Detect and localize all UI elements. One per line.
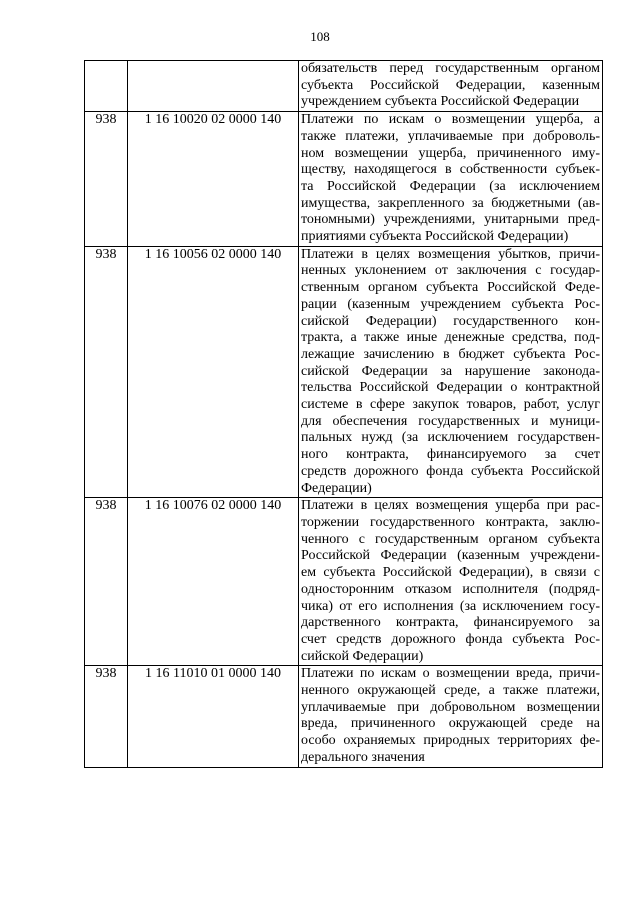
admin-code-cell: 938: [85, 246, 128, 498]
description-line: рации (казенным учреждением субъекта Рос-: [301, 296, 600, 312]
page-number: 108: [310, 29, 330, 44]
description-cell: [299, 112, 603, 247]
table-row: [85, 666, 603, 767]
description-line: для обеспечения государственных и муници-: [301, 413, 600, 429]
description-line: Платежи в целях возмещения убытков, причи-: [301, 246, 600, 262]
description-line: чика) от его исполнения (за исключением госу-: [301, 598, 600, 614]
budget-code-cell: 1 16 11010 01 0000 140: [128, 666, 299, 767]
table-row: [85, 246, 603, 498]
description-line: тракта, а также иные денежные средства, под-: [301, 330, 600, 346]
description-line: Платежи по искам о возмещении вреда, причи-: [301, 666, 600, 682]
description-line: ном возмещении ущерба, причиненного иму-: [301, 145, 600, 161]
table-row: [85, 112, 603, 247]
description-line: сийской Федерации за нарушение законода-: [301, 363, 600, 379]
description-line: уплачиваемые при добровольном возмещении: [301, 699, 600, 715]
admin-code-cell: [85, 61, 128, 112]
description-line: та Российской Федерации (за исключением: [301, 178, 600, 194]
description-line: ем субъекта Российской Федерации), в связи с: [301, 565, 600, 581]
description-line: тельства Российской Федерации о контрактной: [301, 380, 600, 396]
description-line: дерального значения: [301, 749, 425, 765]
description-cell: [299, 61, 603, 112]
description-cell: [299, 666, 603, 767]
table-body: [85, 61, 603, 768]
description-line: ненного окружающей среде, а также платежи,: [301, 683, 600, 699]
description-line: системе в сфере закупок товаров, работ, услуг: [301, 397, 600, 413]
description-line: ществу, находящегося в собственности субъек-: [301, 162, 600, 178]
description-cell: [299, 498, 603, 666]
budget-code-cell: [128, 61, 299, 112]
description-line: ченного с государственным органом субъекта: [301, 531, 600, 547]
description-line: приятиями субъекта Российской Федерации): [301, 229, 569, 245]
description-line: субъекта Российской Федерации, казенным: [301, 77, 600, 93]
description-line: ного контракта, финансируемого за счет: [301, 447, 600, 463]
admin-code-cell: 938: [85, 112, 128, 247]
description-line: средств дорожного фонда субъекта Российской: [301, 463, 600, 479]
description-line: Платежи по искам о возмещении ущерба, а: [301, 112, 600, 128]
description-line: пальных нужд (за исключением государствен-: [301, 430, 600, 446]
description-line: дарственного контракта, финансируемого за: [301, 615, 600, 631]
description-line: счет средств дорожного фонда субъекта Рос-: [301, 631, 600, 647]
description-line: также платежи, уплачиваемые при доброволь-: [301, 128, 600, 144]
description-cell: [299, 246, 603, 498]
description-line: Платежи в целях возмещения ущерба при рас-: [301, 498, 600, 514]
description-line: односторонним отказом исполнителя (подряд-: [301, 581, 600, 597]
description-line: обязательств перед государственным органом: [301, 61, 600, 76]
description-line: особо охраняемых природных территориях фе-: [301, 733, 600, 749]
description-line: ненных уклонением от заключения с государ-: [301, 263, 600, 279]
description-line: торжении государственного контракта, заклю-: [301, 514, 600, 530]
description-line: вреда, причиненного окружающей среде на: [301, 716, 600, 732]
budget-code-cell: 1 16 10020 02 0000 140: [128, 112, 299, 247]
budget-code-cell: 1 16 10076 02 0000 140: [128, 498, 299, 666]
table-row: [85, 61, 603, 112]
description-line: Федерации): [301, 480, 372, 496]
description-line: учреждением субъекта Российской Федерации: [301, 94, 580, 110]
revenue-codes-table: [84, 60, 603, 768]
description-line: лежащие зачислению в бюджет субъекта Рос-: [301, 346, 600, 362]
description-line: ственным органом субъекта Российской Феде-: [301, 280, 600, 296]
budget-code-cell: 1 16 10056 02 0000 140: [128, 246, 299, 498]
admin-code-cell: 938: [85, 498, 128, 666]
description-line: сийской Федерации) государственного кон-: [301, 313, 600, 329]
description-line: Российской Федерации (казенным учреждени-: [301, 548, 600, 564]
description-line: тономными) учреждениями, унитарными пред-: [301, 212, 600, 228]
table-row: [85, 498, 603, 666]
admin-code-cell: 938: [85, 666, 128, 767]
description-line: имущества, закрепленного за бюджетными (ав-: [301, 195, 600, 211]
description-line: сийской Федерации): [301, 648, 424, 664]
